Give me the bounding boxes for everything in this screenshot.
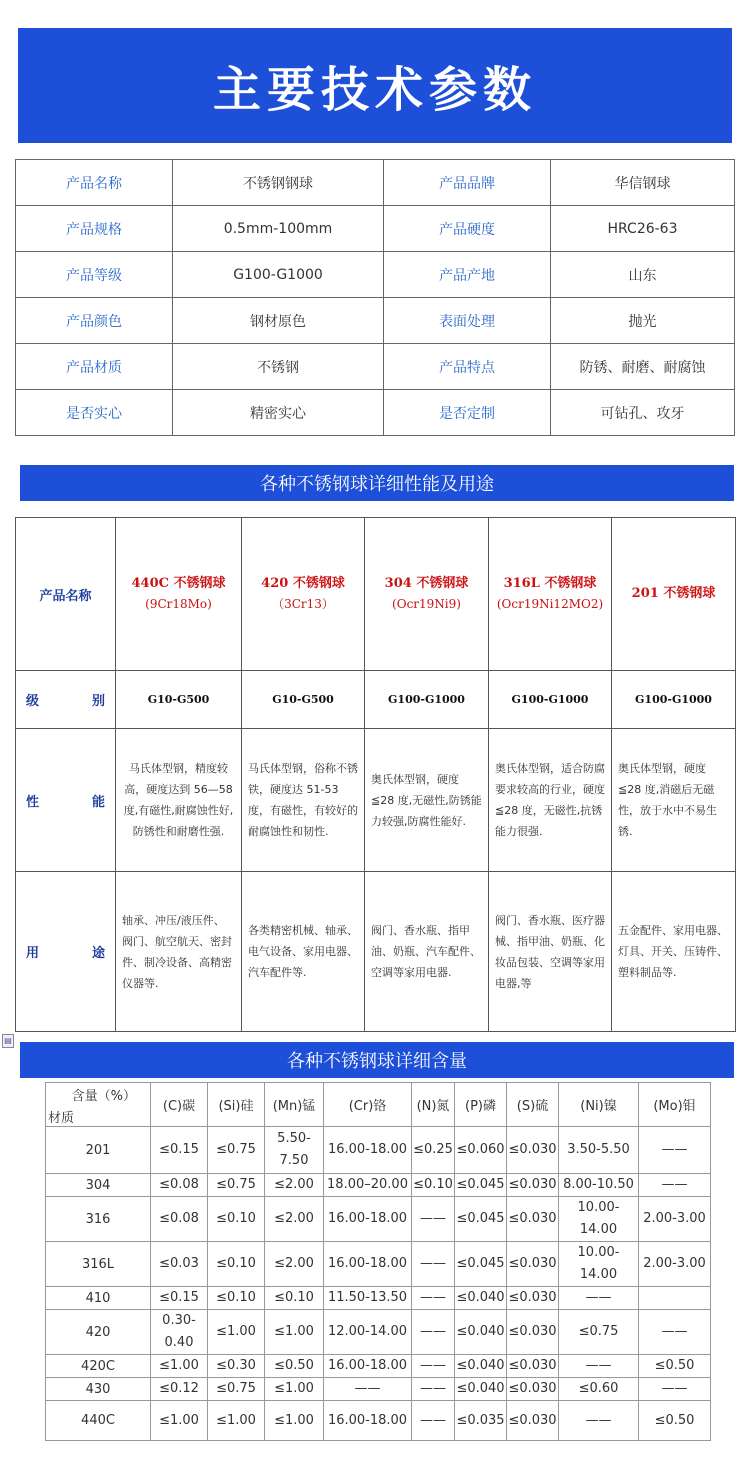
spec-row [16, 252, 735, 298]
content-row [46, 1127, 711, 1174]
content-value: 16.00-18.00 [324, 1242, 412, 1287]
content-value: —— [639, 1378, 711, 1401]
spec-row [16, 390, 735, 436]
content-value: ≤0.75 [208, 1127, 265, 1174]
corner-header: 含量（%） 材质 [46, 1083, 151, 1127]
document-icon: ▤ [2, 1034, 14, 1048]
spec-table [15, 159, 735, 436]
spec-value: 0.5mm-100mm [173, 206, 384, 252]
product-property: 奥氏体型钢，硬度≦28 度,无磁性,防锈能力较强,防腐性能好. [365, 729, 489, 872]
spec-label: 产品颜色 [16, 298, 173, 344]
content-value: —— [559, 1401, 639, 1441]
content-value: —— [412, 1378, 455, 1401]
content-value: —— [639, 1174, 711, 1197]
content-value: ≤0.030 [507, 1197, 559, 1242]
content-value: ≤0.03 [151, 1242, 208, 1287]
content-value: ≤0.045 [455, 1174, 507, 1197]
content-row [46, 1378, 711, 1401]
content-row [46, 1401, 711, 1441]
content-value: ≤0.030 [507, 1287, 559, 1310]
content-value: ≤1.00 [151, 1401, 208, 1441]
spec-row [16, 206, 735, 252]
page-title: 主要技术参数 [212, 62, 537, 118]
element-header: (P)磷 [455, 1083, 507, 1127]
content-value: 11.50-13.50 [324, 1287, 412, 1310]
content-value: 16.00-18.00 [324, 1197, 412, 1242]
content-row [46, 1355, 711, 1378]
product-name: 304 不锈钢球 [384, 576, 469, 591]
content-value: 16.00-18.00 [324, 1355, 412, 1378]
row-header-property: 性 能 [16, 729, 116, 872]
product-usage: 各类精密机械、轴承、电气设备、家用电器、汽车配件等. [242, 872, 365, 1032]
spec-value: 不锈钢钢球 [173, 160, 384, 206]
element-header: (Cr)铬 [324, 1083, 412, 1127]
content-value: ≤0.50 [639, 1355, 711, 1378]
material-cell: 440C [46, 1401, 151, 1441]
row-header-product: 产品名称 [16, 518, 116, 671]
content-value: ≤0.75 [208, 1378, 265, 1401]
spec-label: 产品规格 [16, 206, 173, 252]
product-grade: G100-G1000 [365, 671, 489, 729]
content-value: ≤0.040 [455, 1287, 507, 1310]
product-name-cell [489, 518, 612, 671]
content-value: —— [412, 1242, 455, 1287]
element-header: (S)硫 [507, 1083, 559, 1127]
product-usage: 阀门、香水瓶、医疗器械、指甲油、奶瓶、化妆品包装、空调等家用电器,等 [489, 872, 612, 1032]
content-value [639, 1287, 711, 1310]
spec-label: 产品等级 [16, 252, 173, 298]
content-value: ≤0.08 [151, 1174, 208, 1197]
content-row [46, 1310, 711, 1355]
content-value: ≤1.00 [265, 1310, 324, 1355]
product-property: 奥氏体型钢，适合防腐要求较高的行业，硬度≦28 度，无磁性,抗锈能力很强. [489, 729, 612, 872]
content-value: 2.00-3.00 [639, 1197, 711, 1242]
content-value: —— [639, 1127, 711, 1174]
content-value: ≤0.035 [455, 1401, 507, 1441]
spec-label: 产品硬度 [384, 206, 551, 252]
content-value: —— [412, 1287, 455, 1310]
content-value: —— [412, 1310, 455, 1355]
spec-label: 产品材质 [16, 344, 173, 390]
product-grade: G100-G1000 [489, 671, 612, 729]
content-value: ≤0.030 [507, 1310, 559, 1355]
content-value: ≤0.75 [208, 1174, 265, 1197]
content-value: ≤1.00 [151, 1355, 208, 1378]
content-value: 8.00-10.50 [559, 1174, 639, 1197]
material-cell: 430 [46, 1378, 151, 1401]
spec-value: HRC26-63 [551, 206, 735, 252]
content-value: ≤0.040 [455, 1310, 507, 1355]
material-cell: 316L [46, 1242, 151, 1287]
material-cell: 420C [46, 1355, 151, 1378]
content-value: ≤1.00 [265, 1378, 324, 1401]
content-value: ≤0.030 [507, 1242, 559, 1287]
spec-label: 产品特点 [384, 344, 551, 390]
content-value: ≤0.030 [507, 1378, 559, 1401]
material-cell: 316 [46, 1197, 151, 1242]
content-value: ≤0.30 [208, 1355, 265, 1378]
content-value: ≤0.030 [507, 1127, 559, 1174]
element-header: (Ni)镍 [559, 1083, 639, 1127]
spec-value: 钢材原色 [173, 298, 384, 344]
row-header-usage: 用 途 [16, 872, 116, 1032]
content-value: ≤2.00 [265, 1174, 324, 1197]
content-value: ≤0.10 [265, 1287, 324, 1310]
spec-value: 防锈、耐磨、耐腐蚀 [551, 344, 735, 390]
section-title: 各种不锈钢球详细含量 [287, 1051, 467, 1072]
product-grade: G10-G500 [116, 671, 242, 729]
content-value: ≤0.060 [455, 1127, 507, 1174]
product-name: 201 不锈钢球 [631, 586, 716, 601]
product-name-cell [612, 518, 736, 671]
element-header: (C)碳 [151, 1083, 208, 1127]
product-usage: 阀门、香水瓶、指甲油、奶瓶、汽车配件、空调等家用电器. [365, 872, 489, 1032]
content-value: ≤0.030 [507, 1401, 559, 1441]
element-header: (N)氮 [412, 1083, 455, 1127]
product-name-cell [365, 518, 489, 671]
content-value: ≤0.15 [151, 1287, 208, 1310]
spec-label: 产品产地 [384, 252, 551, 298]
product-name-cell [242, 518, 365, 671]
content-value: ≤0.75 [559, 1310, 639, 1355]
spec-label: 表面处理 [384, 298, 551, 344]
content-value: ≤0.60 [559, 1378, 639, 1401]
content-value: ≤0.50 [265, 1355, 324, 1378]
spec-value: 抛光 [551, 298, 735, 344]
content-value: —— [412, 1355, 455, 1378]
content-value: 16.00-18.00 [324, 1401, 412, 1441]
spec-value: 可钻孔、攻牙 [551, 390, 735, 436]
content-value: ≤0.045 [455, 1242, 507, 1287]
content-value: ≤0.10 [208, 1242, 265, 1287]
element-header: (Mn)锰 [265, 1083, 324, 1127]
content-table [45, 1082, 711, 1441]
product-usage: 五金配件、家用电器、灯具、开关、压铸件、塑料制品等. [612, 872, 736, 1032]
content-value: 18.00–20.00 [324, 1174, 412, 1197]
content-row [46, 1287, 711, 1310]
product-grade: G100-G1000 [612, 671, 736, 729]
material-cell: 420 [46, 1310, 151, 1355]
content-row [46, 1197, 711, 1242]
content-value: —— [412, 1197, 455, 1242]
product-property: 马氏体型钢，俗称不锈铁，硬度达 51-53 度，有磁性，有较好的耐腐蚀性和韧性. [242, 729, 365, 872]
content-value: ≤2.00 [265, 1242, 324, 1287]
content-value: 16.00-18.00 [324, 1127, 412, 1174]
material-cell: 304 [46, 1174, 151, 1197]
spec-value: 山东 [551, 252, 735, 298]
content-value: ≤0.25 [412, 1127, 455, 1174]
content-value: ≤0.10 [412, 1174, 455, 1197]
content-value: ≤1.00 [208, 1401, 265, 1441]
spec-row [16, 344, 735, 390]
content-value: ≤1.00 [265, 1401, 324, 1441]
spec-row [16, 298, 735, 344]
product-grade: G10-G500 [242, 671, 365, 729]
content-value: ≤2.00 [265, 1197, 324, 1242]
content-value: —— [559, 1355, 639, 1378]
spec-label: 是否实心 [16, 390, 173, 436]
content-value: 5.50-7.50 [265, 1127, 324, 1174]
content-value: 3.50-5.50 [559, 1127, 639, 1174]
spec-label: 产品品牌 [384, 160, 551, 206]
spec-value: 华信钢球 [551, 160, 735, 206]
spec-value: G100-G1000 [173, 252, 384, 298]
content-value: ≤0.030 [507, 1174, 559, 1197]
content-value: —— [324, 1378, 412, 1401]
spec-value: 不锈钢 [173, 344, 384, 390]
spec-value: 精密实心 [173, 390, 384, 436]
element-header: (Mo)钼 [639, 1083, 711, 1127]
content-value: ≤0.045 [455, 1197, 507, 1242]
content-value: 12.00-14.00 [324, 1310, 412, 1355]
content-value: —— [639, 1310, 711, 1355]
content-value: 2.00-3.00 [639, 1242, 711, 1287]
product-name: 316L 不锈钢球 [503, 576, 597, 591]
content-value: ≤0.10 [208, 1197, 265, 1242]
content-value: ≤0.08 [151, 1197, 208, 1242]
product-alloy: （3Cr13） [272, 597, 334, 611]
title-banner [18, 28, 732, 143]
content-value: ≤1.00 [208, 1310, 265, 1355]
content-value: ≤0.50 [639, 1401, 711, 1441]
product-name: 420 不锈钢球 [261, 576, 345, 591]
content-value: —— [559, 1287, 639, 1310]
content-value: ≤0.040 [455, 1378, 507, 1401]
content-value: ≤0.12 [151, 1378, 208, 1401]
product-name-cell [116, 518, 242, 671]
content-value: ≤0.15 [151, 1127, 208, 1174]
row-header-grade: 级 别 [16, 671, 116, 729]
product-alloy: (9Cr18Mo) [145, 597, 212, 611]
section-bar-performance [20, 465, 734, 501]
section-bar-content [20, 1042, 734, 1078]
product-usage: 轴承、冲压/液压件、阀门、航空航天、密封件、制冷设备、高精密仪器等. [116, 872, 242, 1032]
product-property: 奥氏体型钢，硬度≦28 度,消磁后无磁性，放于水中不易生锈. [612, 729, 736, 872]
product-alloy: (Ocr19Ni9) [392, 597, 461, 611]
content-value: 10.00-14.00 [559, 1242, 639, 1287]
content-value: ≤0.040 [455, 1355, 507, 1378]
spec-row [16, 160, 735, 206]
content-value: ≤0.030 [507, 1355, 559, 1378]
content-row [46, 1174, 711, 1197]
performance-table [15, 517, 736, 1032]
spec-label: 产品名称 [16, 160, 173, 206]
material-cell: 410 [46, 1287, 151, 1310]
content-row [46, 1242, 711, 1287]
spec-label: 是否定制 [384, 390, 551, 436]
material-cell: 201 [46, 1127, 151, 1174]
content-value: 10.00-14.00 [559, 1197, 639, 1242]
product-alloy: (Ocr19Ni12MO2) [496, 597, 604, 611]
section-title: 各种不锈钢球详细性能及用途 [260, 474, 494, 495]
product-name: 440C 不锈钢球 [131, 576, 226, 591]
product-property: 马氏体型钢，精度较高，硬度达到 56—58 度,有磁性,耐腐蚀性好,防锈性和耐磨性强. [116, 729, 242, 872]
element-header: (Si)硅 [208, 1083, 265, 1127]
content-value: —— [412, 1401, 455, 1441]
content-value: 0.30-0.40 [151, 1310, 208, 1355]
content-value: ≤0.10 [208, 1287, 265, 1310]
